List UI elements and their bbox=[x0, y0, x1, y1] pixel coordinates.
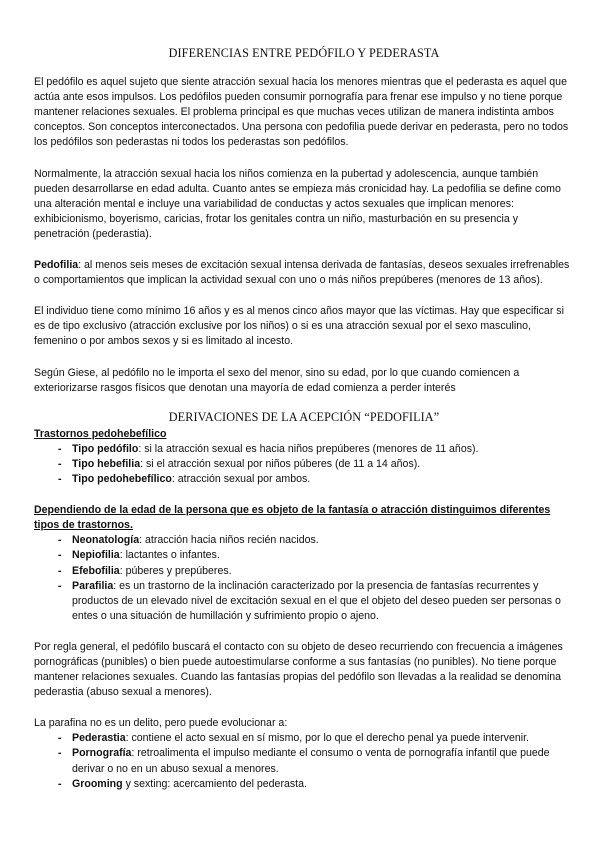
section-title-derivaciones: DERIVACIONES DE LA ACEPCIÓN “PEDOFILIA” bbox=[168, 409, 440, 424]
bullet-dash: - bbox=[58, 473, 62, 486]
list-term: Pederastia bbox=[72, 732, 126, 745]
bullet-dash: - bbox=[58, 732, 62, 745]
term-pedofilia: Pedofilia bbox=[34, 259, 79, 272]
list-term: Parafilia bbox=[72, 579, 114, 592]
list-term: Grooming bbox=[72, 777, 123, 790]
page-title: DIFERENCIAS ENTRE PEDÓFILO Y PEDERASTA bbox=[168, 46, 440, 60]
paragraph-giese: Según Giese, al pedófilo no le importa el sexo del menor, sino su edad, por lo que cuando comiencen a exteriorizarse rasgos físicos que denotan una mayoría de edad comienza a perder interés bbox=[34, 366, 520, 394]
list-term: Tipo pedohebefílico bbox=[72, 473, 172, 486]
list-text: : lactantes o infantes. bbox=[119, 549, 220, 562]
bullet-dash: - bbox=[58, 579, 62, 592]
list-text: y sexting: acercamiento del pederasta. bbox=[122, 777, 307, 790]
parafina-intro: La parafina no es un delito, pero puede evolucionar a: bbox=[34, 717, 288, 730]
bullet-dash: - bbox=[58, 457, 62, 470]
pedofilia-definition-text: : al menos seis meses de excitación sexual intensa derivada de fantasías, deseos sexuales irrefrenables o comportamientos que implican la actividad sexual con uno o más niños prepúberes (menores de 13 años). bbox=[34, 259, 570, 287]
list-item bbox=[58, 579, 574, 624]
list-term: Tipo hebefilia bbox=[72, 457, 141, 470]
paragraph-individuo: El individuo tiene como mínimo 16 años y es al menos cinco años mayor que las víctimas. Hay que especificar si es de tipo exclusivo (atracción exclusive por los niños) o si es una atracción sexual por el sexo masculino, femenino o por ambos sexos y si es limitado al incesto. bbox=[34, 305, 564, 348]
list-item bbox=[58, 746, 574, 776]
bullet-dash: - bbox=[58, 534, 62, 547]
list-text: : si el atracción sexual por niños púberes (de 11 a 14 años). bbox=[140, 457, 421, 470]
list-dependiendo bbox=[34, 533, 574, 624]
list-text: : púberes y prepúberes. bbox=[119, 564, 232, 577]
paragraph-atraccion: Normalmente, la atracción sexual hacia los niños comienza en la pubertad y adolescencia, aunque también pueden desarrollarse en edad adulta. Cuanto antes se empieza más cronicidad hay. La pedofilia se define como una alteración mental e incluye una variabilidad de conductas y actos sexuales que implican menores: exhibicionismo, boyerismo, caricias, frotar los genitales contra un niño, masturbación en su presencia y penetración (pederastia). bbox=[34, 167, 561, 240]
list-term: Tipo pedófilo bbox=[72, 442, 139, 455]
list-text: : contiene el acto sexual en sí mismo, por lo que el derecho penal ya puede intervenir. bbox=[125, 732, 529, 745]
list-item bbox=[58, 731, 574, 746]
list-term: Efebofilia bbox=[72, 564, 120, 577]
list-item bbox=[58, 777, 574, 792]
bullet-dash: - bbox=[58, 564, 62, 577]
paragraph-intro: El pedófilo es aquel sujeto que siente atracción sexual hacia los menores mientras que el pederasta es aquel que actúa ante esos impulsos. Los pedófilos pueden consumir pornografía para frenar ese impulso y no tiene porque mantener relaciones sexuales. El problema principal es que muchas veces utilizan de manera indistinta ambos conceptos. Son conceptos interconectados. Una persona con pedofilia puede derivar en pederasta, pero no todos los pedófilos son pederastas ni todos los pederastas son pedófilos. bbox=[34, 76, 569, 149]
list-text: : atracción hacia niños recién nacidos. bbox=[139, 534, 319, 547]
list-parafina bbox=[34, 731, 574, 791]
bullet-dash: - bbox=[58, 442, 62, 455]
bullet-dash: - bbox=[58, 549, 62, 562]
list-term: Neonatología bbox=[72, 534, 140, 547]
list-item bbox=[58, 442, 574, 457]
list-term: Nepiofilia bbox=[72, 549, 120, 562]
paragraph-regla-general: Por regla general, el pedófilo buscará el contacto con su objeto de deseo recurriendo con frecuencia a imágenes pornográficas (punibles) o bien puede autoestimularse conforme a sus fantasías (no punibles). No tiene porque mantener relaciones sexuales. Cuando las fantasías propias del pedófilo son llevadas a la realidad se denomina pederastia (abuso sexual a menores). bbox=[34, 640, 563, 699]
list-text: : atracción sexual por ambos. bbox=[171, 473, 311, 486]
heading-trastornos: Trastornos pedohebefílico bbox=[34, 427, 167, 440]
list-text: : retroalimenta el impulso mediante el consumo o venta de pornografía infantil que puede derivar o no en un abuso sexual a menores. bbox=[72, 747, 550, 775]
list-text: : si la atracción sexual es hacia niños prepúberes (menores de 11 años). bbox=[138, 442, 479, 455]
list-trastornos bbox=[34, 442, 574, 487]
document-body bbox=[34, 46, 574, 808]
list-item bbox=[58, 564, 574, 579]
bullet-dash: - bbox=[58, 777, 62, 790]
list-text: : es un trastorno de la inclinación caracterizado por la presencia de fantasías recurrentes y productos de un elevado nivel de excitación sexual en el que el objeto del deseo pueden ser personas o entes o una situación de humillación y sufrimiento propio o ajeno. bbox=[72, 579, 561, 622]
list-item bbox=[58, 548, 574, 563]
heading-dependiendo: Dependiendo de la edad de la persona que es objeto de la fantasía o atracción distinguimos diferentes tipos de trastornos. bbox=[34, 504, 551, 532]
list-item bbox=[58, 533, 574, 548]
bullet-dash: - bbox=[58, 747, 62, 760]
list-term: Pornografía bbox=[72, 747, 132, 760]
paragraph-pedofilia-definition bbox=[34, 258, 574, 288]
list-item bbox=[58, 472, 574, 487]
list-item bbox=[58, 457, 574, 472]
